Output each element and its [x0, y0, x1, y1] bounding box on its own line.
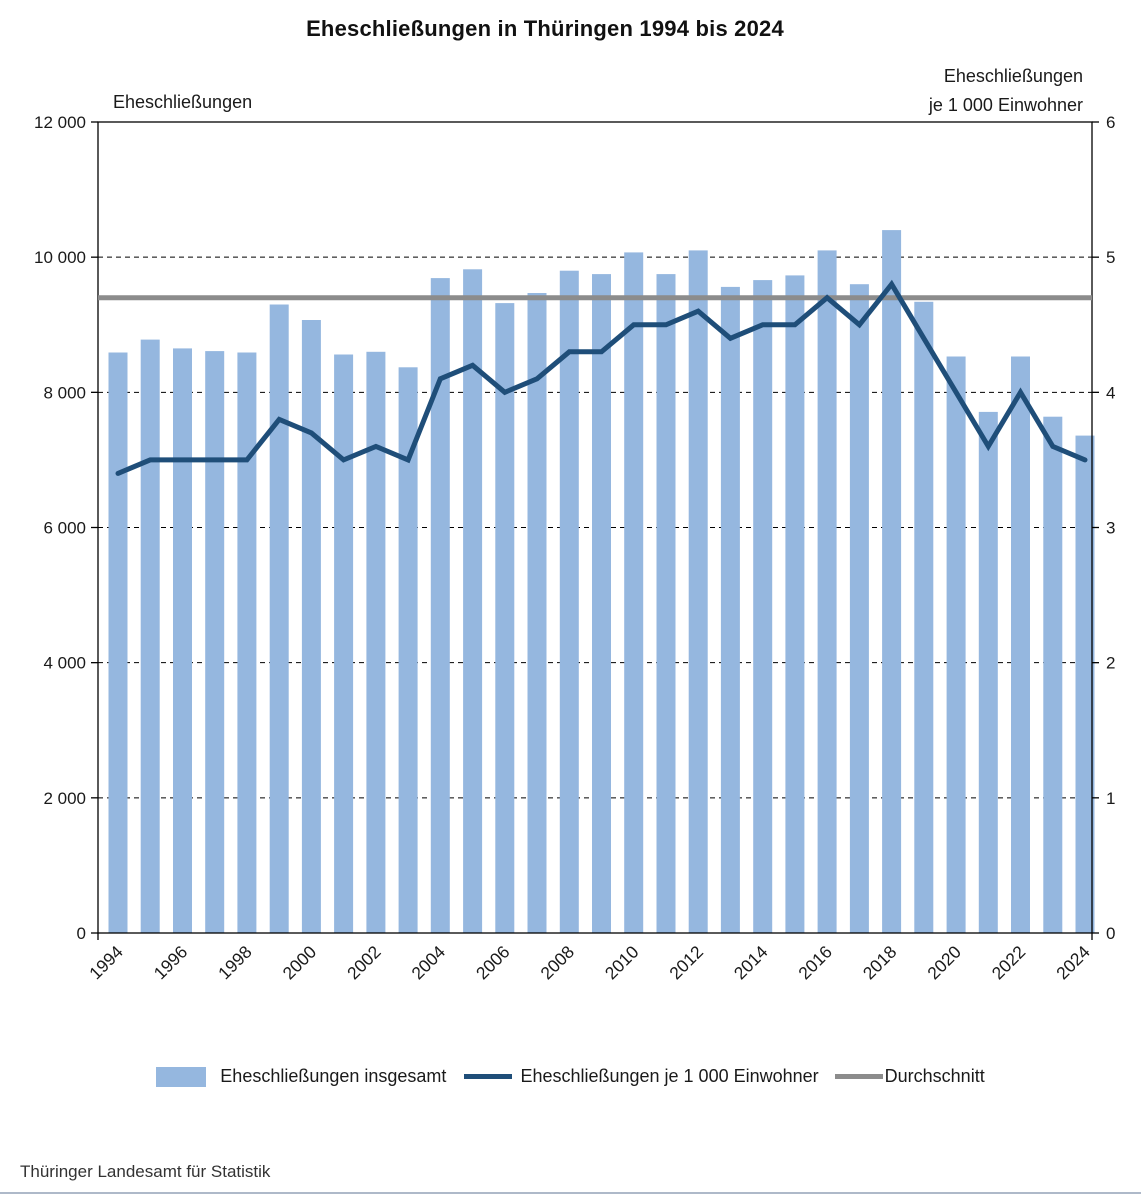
bar-1995 — [141, 340, 160, 933]
legend — [0, 1066, 1141, 1087]
left-tick-label: 12 000 — [34, 113, 86, 132]
bar-2018 — [882, 230, 901, 933]
left-tick-label: 0 — [76, 924, 86, 943]
average-swatch-icon — [835, 1074, 883, 1079]
year-label-2000: 2000 — [278, 941, 321, 984]
bar-2008 — [560, 271, 579, 933]
left-tick-label: 2 000 — [43, 788, 86, 808]
right-tick-label: 6 — [1106, 113, 1116, 132]
year-label-1996: 1996 — [149, 941, 192, 984]
left-tick-label: 4 000 — [43, 653, 86, 673]
bar-2015 — [785, 275, 804, 933]
line-swatch-icon — [464, 1074, 512, 1079]
right-tick-label: 2 — [1106, 653, 1116, 673]
bar-swatch-icon — [156, 1067, 206, 1087]
year-label-2022: 2022 — [987, 941, 1030, 984]
right-axis-title-line2: je 1 000 Einwohner — [928, 95, 1083, 115]
bar-2009 — [592, 274, 611, 933]
left-tick-label: 6 000 — [43, 518, 86, 538]
left-tick-label: 10 000 — [34, 248, 86, 268]
bar-2020 — [947, 357, 966, 934]
bottom-rule — [0, 1192, 1141, 1194]
bar-2000 — [302, 320, 321, 933]
bar-2019 — [914, 302, 933, 933]
bar-2017 — [850, 284, 869, 933]
year-label-2006: 2006 — [471, 941, 514, 984]
year-label-2020: 2020 — [923, 941, 965, 984]
bar-2014 — [753, 280, 772, 933]
year-label-2014: 2014 — [729, 941, 772, 984]
year-label-1994: 1994 — [85, 941, 127, 984]
legend-label-total: Eheschließungen insgesamt — [220, 1066, 447, 1086]
bar-2012 — [689, 250, 708, 933]
bar-1997 — [205, 351, 224, 933]
right-tick-label: 4 — [1106, 383, 1116, 403]
bar-2007 — [528, 293, 547, 933]
legend-item-per1000 — [446, 1066, 818, 1087]
bar-2011 — [657, 274, 676, 933]
bar-2023 — [1043, 417, 1062, 933]
bar-1994 — [109, 353, 128, 934]
right-tick-label: 5 — [1106, 248, 1116, 268]
bar-2013 — [721, 287, 740, 933]
bar-2001 — [334, 355, 353, 934]
right-tick-label: 0 — [1106, 924, 1116, 943]
legend-item-average — [819, 1066, 985, 1087]
year-label-2004: 2004 — [407, 941, 450, 984]
chart-title: Eheschließungen in Thüringen 1994 bis 2024 — [306, 16, 784, 41]
bar-2022 — [1011, 357, 1030, 934]
bar-2003 — [399, 367, 418, 933]
year-label-2024: 2024 — [1052, 941, 1094, 984]
year-label-2008: 2008 — [536, 941, 579, 984]
legend-label-average: Durchschnitt — [884, 1066, 985, 1086]
bar-1996 — [173, 348, 192, 933]
year-label-2016: 2016 — [794, 941, 836, 984]
year-label-2010: 2010 — [600, 941, 643, 984]
bar-2010 — [624, 252, 643, 933]
year-label-2002: 2002 — [343, 941, 385, 984]
year-label-1998: 1998 — [214, 941, 256, 984]
bar-2002 — [366, 352, 385, 933]
legend-item-total — [156, 1066, 446, 1087]
year-label-2012: 2012 — [665, 941, 708, 984]
year-label-2018: 2018 — [858, 941, 901, 984]
bar-2006 — [495, 303, 514, 933]
bar-2016 — [818, 250, 837, 933]
source-note: Thüringer Landesamt für Statistik — [20, 1162, 271, 1181]
left-axis-title: Eheschließungen — [113, 92, 253, 112]
bar-2021 — [979, 412, 998, 933]
left-tick-label: 8 000 — [43, 383, 86, 403]
bar-1998 — [237, 353, 256, 934]
legend-label-per1000: Eheschließungen je 1 000 Einwohner — [520, 1066, 819, 1086]
right-tick-label: 1 — [1106, 788, 1116, 808]
bar-1999 — [270, 305, 289, 934]
right-axis-title-line1: Eheschließungen — [943, 66, 1083, 86]
right-tick-label: 3 — [1106, 518, 1116, 538]
